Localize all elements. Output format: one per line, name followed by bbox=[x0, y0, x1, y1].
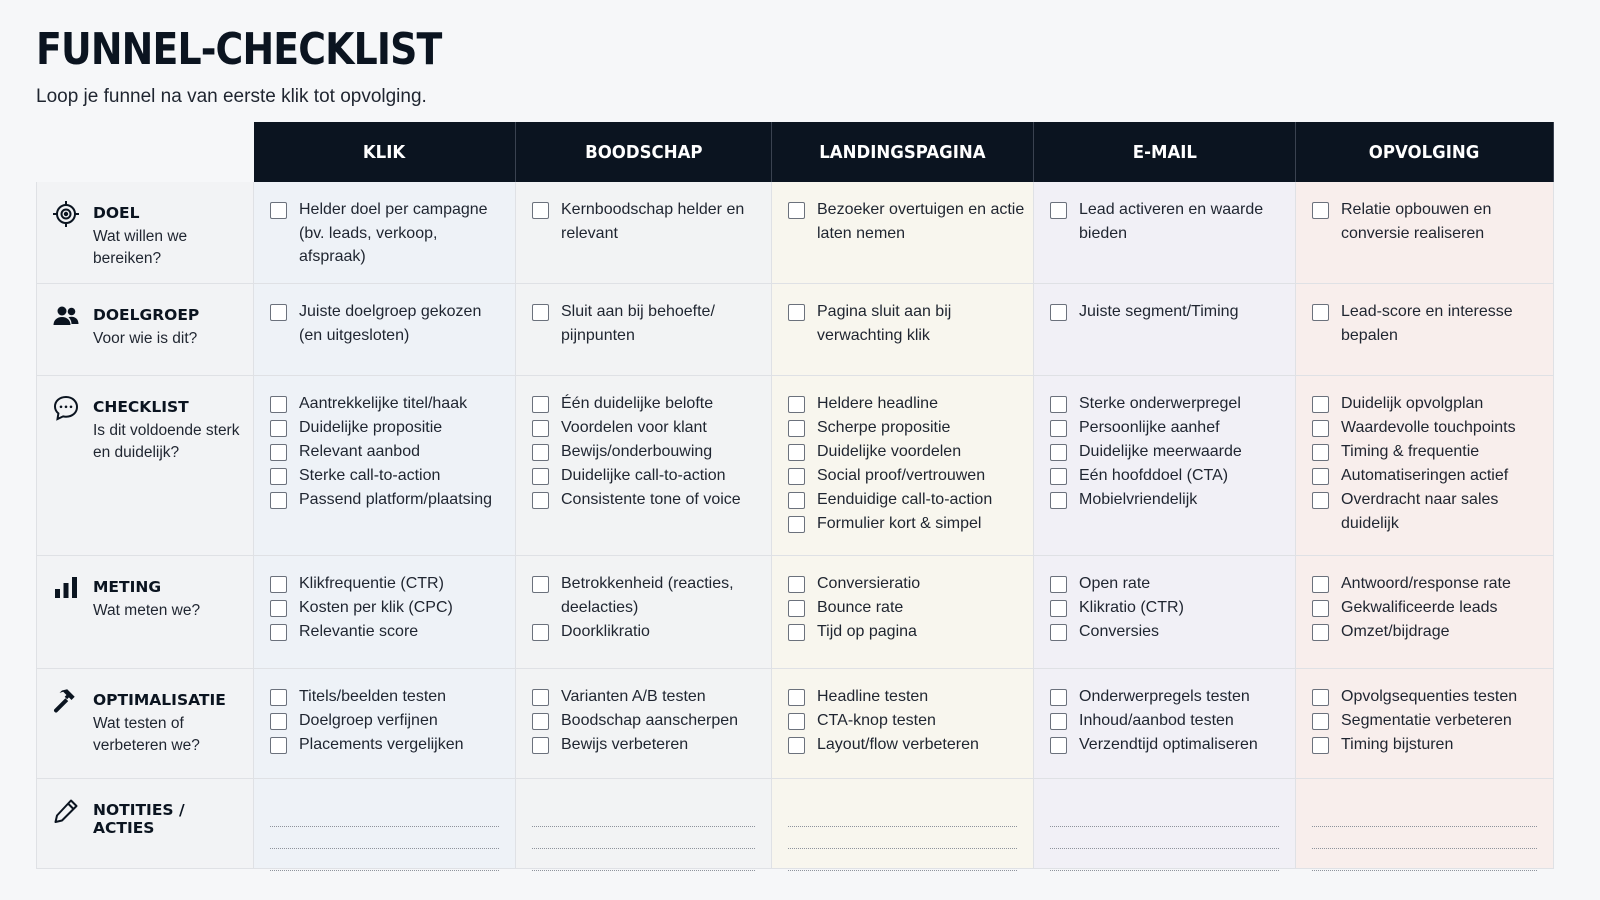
checklist-item bbox=[788, 440, 1025, 464]
checklist-item-label: Inhoud/aanbod testen bbox=[1079, 712, 1234, 729]
checklist-item bbox=[1050, 488, 1287, 512]
notes-line[interactable] bbox=[270, 849, 499, 871]
checklist-item-label: Varianten A/B testen bbox=[561, 688, 706, 705]
checkbox[interactable] bbox=[788, 444, 805, 461]
checklist-item bbox=[532, 685, 763, 709]
checklist-item bbox=[270, 464, 507, 488]
checkbox[interactable] bbox=[1050, 689, 1067, 706]
row-header-text bbox=[93, 797, 243, 858]
checklist-item-label: Conversies bbox=[1079, 623, 1160, 640]
checkbox[interactable] bbox=[532, 304, 549, 321]
table-cell bbox=[516, 556, 772, 669]
checkbox[interactable] bbox=[788, 516, 805, 533]
checklist-item-label: Consistente tone of voice bbox=[561, 491, 741, 508]
hammer-icon bbox=[51, 687, 81, 768]
notes-line[interactable] bbox=[270, 805, 499, 827]
notes-line[interactable] bbox=[1050, 805, 1279, 827]
checklist-item-label: Omzet/bijdrage bbox=[1341, 623, 1450, 640]
checklist-item-label: Sluit aan bij behoefte/ pijnpunten bbox=[561, 303, 715, 344]
table-cell bbox=[1296, 779, 1554, 869]
checklist-item bbox=[270, 416, 507, 440]
checklist-item bbox=[270, 709, 507, 733]
column-header-label: E-MAIL bbox=[1132, 141, 1197, 163]
checkbox[interactable] bbox=[270, 600, 287, 617]
row-subtitle: Wat willen we bereiken? bbox=[93, 228, 188, 267]
checklist-item-label: Één duidelijke belofte bbox=[561, 395, 714, 412]
checklist-item-label: Tijd op pagina bbox=[817, 623, 917, 640]
checkbox[interactable] bbox=[270, 624, 287, 641]
checklist-item-label: Antwoord/response rate bbox=[1341, 575, 1511, 592]
checklist-item bbox=[1312, 709, 1545, 733]
checklist-item-label: Relevant aanbod bbox=[299, 443, 420, 460]
checklist-item bbox=[1312, 596, 1545, 620]
table-cell bbox=[254, 284, 516, 376]
checklist-item-label: Lead-score en interesse bepalen bbox=[1341, 303, 1513, 344]
checkbox[interactable] bbox=[788, 600, 805, 617]
checkbox[interactable] bbox=[532, 468, 549, 485]
checklist-item-label: Boodschap aanscherpen bbox=[561, 712, 739, 729]
checklist-item-label: Formulier kort & simpel bbox=[817, 515, 982, 532]
notes-line[interactable] bbox=[1050, 827, 1279, 849]
checklist-item-label: Social proof/vertrouwen bbox=[817, 467, 986, 484]
checklist-item-label: Eén hoofddoel (CTA) bbox=[1079, 467, 1229, 484]
checkbox[interactable] bbox=[1312, 737, 1329, 754]
checklist-item-label: Klikratio (CTR) bbox=[1079, 599, 1184, 616]
checklist-item bbox=[1312, 198, 1545, 245]
checklist-item bbox=[788, 464, 1025, 488]
checkbox[interactable] bbox=[1050, 396, 1067, 413]
checkbox[interactable] bbox=[1050, 468, 1067, 485]
checklist-item-label: Conversieratio bbox=[817, 575, 921, 592]
checkbox[interactable] bbox=[532, 202, 549, 219]
page-title: FUNNEL-CHECKLIST bbox=[36, 24, 442, 75]
checklist-item bbox=[1050, 392, 1287, 416]
row-header-text bbox=[93, 302, 199, 365]
checkbox[interactable] bbox=[532, 420, 549, 437]
checklist-item-label: Doelgroep verfijnen bbox=[299, 712, 438, 729]
checkbox[interactable] bbox=[270, 444, 287, 461]
bar-chart-icon bbox=[51, 574, 81, 658]
checklist-item-label: Pagina sluit aan bij verwachting klik bbox=[817, 303, 952, 344]
checkbox[interactable] bbox=[532, 576, 549, 593]
table-cell bbox=[1034, 376, 1296, 556]
column-header bbox=[516, 122, 772, 182]
checklist-item bbox=[270, 198, 507, 269]
checklist-table bbox=[36, 122, 1554, 869]
checklist-item-label: Betrokkenheid (reacties, deelacties) bbox=[561, 575, 734, 616]
notes-line[interactable] bbox=[270, 827, 499, 849]
checklist-item bbox=[1312, 488, 1545, 535]
table-cell bbox=[1034, 779, 1296, 869]
row-title: METING bbox=[93, 578, 162, 596]
checkbox[interactable] bbox=[1312, 576, 1329, 593]
checklist-item-label: CTA-knop testen bbox=[817, 712, 936, 729]
checklist-item bbox=[788, 392, 1025, 416]
checklist-item bbox=[1050, 709, 1287, 733]
column-header bbox=[772, 122, 1034, 182]
row-title: OPTIMALISATIE bbox=[93, 691, 226, 709]
checkbox[interactable] bbox=[270, 420, 287, 437]
checkbox[interactable] bbox=[270, 468, 287, 485]
checklist-item bbox=[532, 709, 763, 733]
checkbox[interactable] bbox=[532, 624, 549, 641]
notes-line[interactable] bbox=[532, 827, 755, 849]
people-icon bbox=[51, 302, 81, 365]
checklist-item bbox=[532, 198, 763, 245]
row-header bbox=[36, 284, 254, 376]
column-header bbox=[1296, 122, 1554, 182]
checklist-item-label: Scherpe propositie bbox=[817, 419, 951, 436]
checklist-item bbox=[532, 416, 763, 440]
table-cell bbox=[254, 779, 516, 869]
table-cell bbox=[516, 182, 772, 284]
checkbox[interactable] bbox=[1050, 444, 1067, 461]
checklist-item bbox=[1050, 464, 1287, 488]
notes-line[interactable] bbox=[788, 827, 1017, 849]
row-header bbox=[36, 669, 254, 779]
column-header-label: OPVOLGING bbox=[1369, 141, 1480, 163]
checkbox[interactable] bbox=[270, 202, 287, 219]
checkbox[interactable] bbox=[1050, 737, 1067, 754]
checklist-item bbox=[1312, 392, 1545, 416]
column-header bbox=[254, 122, 516, 182]
checklist-item bbox=[788, 416, 1025, 440]
table-cell bbox=[254, 376, 516, 556]
checklist-item-label: Kernboodschap helder en relevant bbox=[561, 201, 745, 242]
row-subtitle: Wat testen of verbeteren we? bbox=[93, 715, 200, 754]
checklist-item-label: Duidelijke call-to-action bbox=[561, 467, 726, 484]
row-header-text bbox=[93, 200, 243, 273]
row-title: DOELGROEP bbox=[93, 306, 200, 324]
table-cell bbox=[254, 182, 516, 284]
checklist-item bbox=[788, 709, 1025, 733]
checklist-item-label: Titels/beelden testen bbox=[299, 688, 447, 705]
table-cell bbox=[516, 284, 772, 376]
row-title: CHECKLIST bbox=[93, 398, 189, 416]
checkbox[interactable] bbox=[1312, 304, 1329, 321]
checklist-item-label: Voordelen voor klant bbox=[561, 419, 707, 436]
row-header-text bbox=[93, 394, 243, 545]
table-cell bbox=[516, 376, 772, 556]
table-corner bbox=[36, 122, 254, 182]
checklist-item-label: Relatie opbouwen en conversie realiseren bbox=[1341, 201, 1492, 242]
checklist-item bbox=[532, 620, 763, 644]
checkbox[interactable] bbox=[788, 420, 805, 437]
notes-line[interactable] bbox=[788, 849, 1017, 871]
checklist-item-label: Relevantie score bbox=[299, 623, 419, 640]
table-cell bbox=[1034, 182, 1296, 284]
checkbox[interactable] bbox=[788, 689, 805, 706]
notes-line[interactable] bbox=[1312, 849, 1537, 871]
table-cell bbox=[772, 669, 1034, 779]
checklist-item bbox=[788, 198, 1025, 245]
checkbox[interactable] bbox=[1050, 492, 1067, 509]
checkbox[interactable] bbox=[1312, 624, 1329, 641]
checklist-item-label: Bewijs/onderbouwing bbox=[561, 443, 713, 460]
row-subtitle: Voor wie is dit? bbox=[93, 330, 198, 347]
checkbox[interactable] bbox=[1312, 396, 1329, 413]
checklist-item bbox=[270, 733, 507, 757]
notes-line[interactable] bbox=[1050, 849, 1279, 871]
checkbox[interactable] bbox=[1050, 304, 1067, 321]
checklist-item-label: Verzendtijd optimaliseren bbox=[1079, 736, 1258, 753]
checklist-item-label: Duidelijke voordelen bbox=[817, 443, 962, 460]
checkbox[interactable] bbox=[788, 737, 805, 754]
row-header bbox=[36, 376, 254, 556]
checklist-item bbox=[532, 300, 763, 347]
checklist-item bbox=[270, 440, 507, 464]
column-header bbox=[1034, 122, 1296, 182]
column-header-label: KLIK bbox=[363, 141, 406, 163]
table-cell bbox=[1034, 556, 1296, 669]
checkbox[interactable] bbox=[532, 396, 549, 413]
notes-line[interactable] bbox=[1312, 827, 1537, 849]
checklist-item-label: Waardevolle touchpoints bbox=[1341, 419, 1516, 436]
table-cell bbox=[1296, 284, 1554, 376]
checkbox[interactable] bbox=[1312, 468, 1329, 485]
checklist-item bbox=[270, 685, 507, 709]
checklist-item bbox=[1312, 300, 1545, 347]
checklist-item-label: Bounce rate bbox=[817, 599, 904, 616]
checklist-item bbox=[1050, 620, 1287, 644]
table-cell bbox=[254, 556, 516, 669]
checkbox[interactable] bbox=[1312, 689, 1329, 706]
checklist-item bbox=[788, 300, 1025, 347]
checkbox[interactable] bbox=[788, 492, 805, 509]
checkbox[interactable] bbox=[532, 492, 549, 509]
checklist-item-label: Gekwalificeerde leads bbox=[1341, 599, 1498, 616]
checklist-item-label: Opvolgsequenties testen bbox=[1341, 688, 1518, 705]
checkbox[interactable] bbox=[788, 576, 805, 593]
checklist-item-label: Duidelijke meerwaarde bbox=[1079, 443, 1242, 460]
row-subtitle: Wat meten we? bbox=[93, 602, 201, 619]
checklist-item bbox=[1050, 685, 1287, 709]
table-cell bbox=[516, 669, 772, 779]
checklist-item bbox=[1050, 198, 1287, 245]
checklist-item bbox=[1312, 464, 1545, 488]
checkbox[interactable] bbox=[532, 737, 549, 754]
checklist-item-label: Heldere headline bbox=[817, 395, 938, 412]
checklist-item bbox=[270, 620, 507, 644]
checkbox[interactable] bbox=[1312, 713, 1329, 730]
notes-line[interactable] bbox=[1312, 805, 1537, 827]
checklist-item bbox=[1312, 685, 1545, 709]
checklist-item-label: Klikfrequentie (CTR) bbox=[299, 575, 444, 592]
checklist-item-label: Headline testen bbox=[817, 688, 929, 705]
checklist-item bbox=[788, 685, 1025, 709]
checklist-item bbox=[788, 620, 1025, 644]
table-cell bbox=[1296, 556, 1554, 669]
checklist-item-label: Persoonlijke aanhef bbox=[1079, 419, 1220, 436]
checklist-item bbox=[270, 300, 507, 347]
table-cell bbox=[1034, 284, 1296, 376]
checklist-item-label: Overdracht naar sales duidelijk bbox=[1341, 491, 1499, 532]
table-cell bbox=[254, 669, 516, 779]
checkbox[interactable] bbox=[788, 202, 805, 219]
table-cell bbox=[1296, 182, 1554, 284]
checklist-item bbox=[1050, 572, 1287, 596]
checkbox[interactable] bbox=[1050, 624, 1067, 641]
checklist-item bbox=[788, 596, 1025, 620]
checkbox[interactable] bbox=[788, 624, 805, 641]
notes-line[interactable] bbox=[532, 805, 755, 827]
row-header-text bbox=[93, 687, 243, 768]
checklist-item bbox=[532, 464, 763, 488]
checklist-item-label: Sterke call-to-action bbox=[299, 467, 441, 484]
row-header-text bbox=[93, 574, 200, 658]
checklist-item bbox=[270, 488, 507, 512]
checkbox[interactable] bbox=[270, 689, 287, 706]
checklist-item-label: Juiste doelgroep gekozen (en uitgesloten) bbox=[299, 303, 482, 344]
checklist-item bbox=[1050, 733, 1287, 757]
checklist-item-label: Onderwerpregels testen bbox=[1079, 688, 1250, 705]
checkbox[interactable] bbox=[1050, 202, 1067, 219]
checklist-item bbox=[1312, 572, 1545, 596]
checklist-item-label: Sterke onderwerpregel bbox=[1079, 395, 1241, 412]
table-cell bbox=[772, 182, 1034, 284]
checklist-item-label: Timing bijsturen bbox=[1341, 736, 1454, 753]
checkbox[interactable] bbox=[532, 444, 549, 461]
checklist-item-label: Segmentatie verbeteren bbox=[1341, 712, 1512, 729]
checklist-item bbox=[788, 488, 1025, 512]
checkbox[interactable] bbox=[1050, 576, 1067, 593]
notes-line[interactable] bbox=[532, 849, 755, 871]
checklist-item-label: Timing & frequentie bbox=[1341, 443, 1480, 460]
row-header bbox=[36, 779, 254, 869]
checklist-item-label: Bewijs verbeteren bbox=[561, 736, 689, 753]
checklist-item bbox=[532, 392, 763, 416]
checkbox[interactable] bbox=[1050, 420, 1067, 437]
pencil-icon bbox=[51, 797, 81, 858]
checklist-item bbox=[532, 440, 763, 464]
checkbox[interactable] bbox=[1312, 202, 1329, 219]
checklist-item-label: Mobielvriendelijk bbox=[1079, 491, 1198, 508]
checkbox[interactable] bbox=[532, 713, 549, 730]
checklist-item bbox=[270, 392, 507, 416]
checklist-item bbox=[532, 488, 763, 512]
checklist-item-label: Eenduidige call-to-action bbox=[817, 491, 993, 508]
checkbox[interactable] bbox=[270, 304, 287, 321]
table-cell bbox=[772, 556, 1034, 669]
checklist-item-label: Lead activeren en waarde bieden bbox=[1079, 201, 1264, 242]
checklist-item bbox=[788, 733, 1025, 757]
checklist-item bbox=[788, 572, 1025, 596]
checklist-item-label: Helder doel per campagne (bv. leads, verkoop, afspraak) bbox=[299, 201, 488, 265]
checklist-item-label: Duidelijke propositie bbox=[299, 419, 443, 436]
chat-bubble-icon bbox=[51, 394, 81, 545]
checkbox[interactable] bbox=[270, 737, 287, 754]
checklist-item bbox=[1050, 596, 1287, 620]
checkbox[interactable] bbox=[1312, 444, 1329, 461]
table-cell bbox=[1034, 669, 1296, 779]
checklist-item bbox=[532, 733, 763, 757]
checklist-item-label: Placements vergelijken bbox=[299, 736, 464, 753]
checklist-item-label: Bezoeker overtuigen en actie laten nemen bbox=[817, 201, 1025, 242]
checklist-item-label: Duidelijk opvolgplan bbox=[1341, 395, 1484, 412]
checkbox[interactable] bbox=[1312, 492, 1329, 509]
table-cell bbox=[772, 779, 1034, 869]
checkbox[interactable] bbox=[1050, 600, 1067, 617]
target-icon bbox=[51, 200, 81, 273]
row-title: NOTITIES / ACTIES bbox=[93, 801, 185, 837]
checklist-item bbox=[788, 512, 1025, 536]
row-header bbox=[36, 182, 254, 284]
checkbox[interactable] bbox=[788, 304, 805, 321]
checklist-item-label: Kosten per klik (CPC) bbox=[299, 599, 453, 616]
checklist-item bbox=[270, 572, 507, 596]
checkbox[interactable] bbox=[270, 492, 287, 509]
row-header bbox=[36, 556, 254, 669]
checklist-item-label: Juiste segment/Timing bbox=[1079, 303, 1239, 320]
checkbox[interactable] bbox=[788, 468, 805, 485]
checkbox[interactable] bbox=[532, 689, 549, 706]
page-subtitle: Loop je funnel na van eerste klik tot opvolging. bbox=[36, 86, 427, 107]
checklist-item bbox=[1050, 300, 1287, 324]
checklist-item bbox=[1312, 733, 1545, 757]
checkbox[interactable] bbox=[1050, 713, 1067, 730]
row-subtitle: Is dit voldoende sterk en duidelijk? bbox=[93, 422, 240, 461]
checkbox[interactable] bbox=[788, 396, 805, 413]
checklist-item-label: Open rate bbox=[1079, 575, 1151, 592]
checklist-item bbox=[1312, 620, 1545, 644]
checkbox[interactable] bbox=[270, 713, 287, 730]
checkbox[interactable] bbox=[270, 396, 287, 413]
notes-line[interactable] bbox=[788, 805, 1017, 827]
checklist-item bbox=[1312, 416, 1545, 440]
table-cell bbox=[772, 284, 1034, 376]
table-cell bbox=[516, 779, 772, 869]
column-header-label: LANDINGSPAGINA bbox=[819, 141, 986, 163]
checkbox[interactable] bbox=[1312, 420, 1329, 437]
checklist-item bbox=[532, 572, 763, 619]
checkbox[interactable] bbox=[788, 713, 805, 730]
checklist-item-label: Passend platform/plaatsing bbox=[299, 491, 492, 508]
checklist-item-label: Layout/flow verbeteren bbox=[817, 736, 979, 753]
checklist-item-label: Doorklikratio bbox=[561, 622, 650, 640]
row-title: DOEL bbox=[93, 204, 140, 222]
column-header-label: BOODSCHAP bbox=[584, 141, 703, 163]
table-cell bbox=[772, 376, 1034, 556]
table-cell bbox=[1296, 376, 1554, 556]
checklist-item bbox=[1050, 440, 1287, 464]
checklist-item bbox=[1312, 440, 1545, 464]
checklist-item bbox=[1050, 416, 1287, 440]
checklist-item-label: Automatiseringen actief bbox=[1341, 467, 1509, 484]
table-cell bbox=[1296, 669, 1554, 779]
checkbox[interactable] bbox=[270, 576, 287, 593]
checklist-item-label: Aantrekkelijke titel/haak bbox=[299, 395, 468, 412]
checkbox[interactable] bbox=[1312, 600, 1329, 617]
checklist-item bbox=[270, 596, 507, 620]
